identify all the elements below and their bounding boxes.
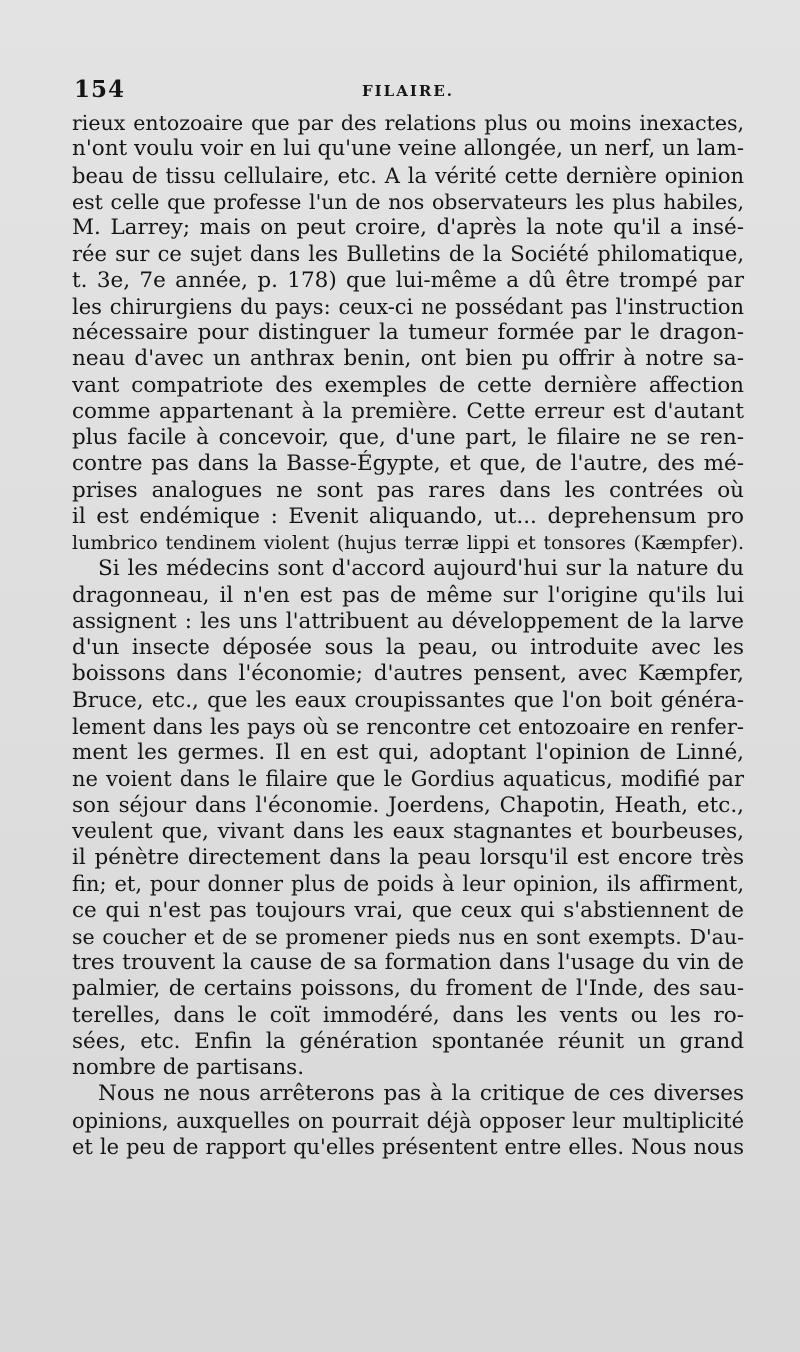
paragraph-start-line: Nous ne nous arrêterons pas à la critique de ces diverses <box>98 1081 744 1107</box>
text-line: les chirurgiens du pays: ceux-ci ne possédant pas l'instruction <box>72 294 744 319</box>
body-text <box>72 110 744 1160</box>
text-line: t. 3e, 7e année, p. 178) que lui-même a dû être trompé par <box>72 267 744 293</box>
text-line: tres trouvent la cause de sa formation dans l'usage du vin de <box>72 950 744 975</box>
text-line: beau de tissu cellulaire, etc. A la vérité cette dernière opinion <box>72 163 744 188</box>
text-line: terelles, dans le coït immodéré, dans les vents ou les ro- <box>72 1002 744 1028</box>
text-line: est celle que professe l'un de nos observateurs les plus habiles, <box>72 189 744 214</box>
text-line: plus facile à concevoir, que, d'une part, le filaire ne se ren- <box>72 425 744 450</box>
paragraph-end-line: nombre de partisans. <box>72 1055 305 1080</box>
page-header <box>74 76 742 106</box>
text-line: d'un insecte déposée sous la peau, ou introduite avec les <box>72 635 744 660</box>
text-line: palmier, de certains poissons, du froment de l'Inde, des sau- <box>72 976 744 1002</box>
text-line: rée sur ce sujet dans les Bulletins de la Société philomatique, <box>72 242 744 267</box>
text-line: nécessaire pour distinguer la tumeur formée par le dragon- <box>72 320 744 345</box>
running-head: FILAIRE. <box>362 82 454 100</box>
text-line: lumbrico tendinem violent (hujus terræ lippi et tonsores (Kæmpfer). <box>72 532 744 554</box>
text-line: son séjour dans l'économie. Joerdens, Chapotin, Heath, etc., <box>72 792 744 818</box>
text-line: et le peu de rapport qu'elles présentent entre elles. Nous nous <box>72 1134 744 1159</box>
text-line: n'ont voulu voir en lui qu'une veine allongée, un nerf, un lam- <box>72 136 744 162</box>
text-line: ce qui n'est pas toujours vrai, que ceux qui s'abstiennent de <box>72 897 744 923</box>
text-line: ment les germes. Il en est qui, adoptant l'opinion de Linné, <box>72 740 744 765</box>
text-line: ne voient dans le filaire que le Gordius aquaticus, modifié par <box>72 767 744 792</box>
page-number: 154 <box>74 76 126 103</box>
paragraph-start-line: Si les médecins sont d'accord aujourd'hui sur la nature du <box>98 556 744 582</box>
text-line: contre pas dans la Basse-Égypte, et que, de l'autre, des mé- <box>72 451 744 477</box>
text-line: neau d'avec un anthrax benin, ont bien pu offrir à notre sa- <box>72 346 744 372</box>
text-line: comme appartenant à la première. Cette erreur est d'autant <box>72 398 744 424</box>
text-line: prises analogues ne sont pas rares dans les contrées où <box>72 477 744 503</box>
text-line: il est endémique : Evenit aliquando, ut... deprehensum pro <box>72 503 744 529</box>
text-line: dragonneau, il n'en est pas de même sur l'origine qu'ils lui <box>72 582 744 608</box>
text-line: assignent : les uns l'attribuent au développement de la larve <box>72 608 744 634</box>
text-line: rieux entozoaire que par des relations plus ou moins inexactes, <box>72 111 744 135</box>
text-line: boissons dans l'économie; d'autres pensent, avec Kæmpfer, <box>72 661 744 687</box>
text-line: Bruce, etc., que les eaux croupissantes que l'on boit généra- <box>72 687 744 713</box>
text-line: il pénètre directement dans la peau lorsqu'il est encore très <box>72 845 744 870</box>
text-line: sées, etc. Enfin la génération spontanée réunit un grand <box>72 1028 744 1054</box>
text-line: M. Larrey; mais on peut croire, d'après la note qu'il a insé- <box>72 215 744 240</box>
text-line: fin; et, pour donner plus de poids à leur opinion, ils affirment, <box>72 872 744 897</box>
text-line: vant compatriote des exemples de cette dernière affection <box>72 372 744 398</box>
text-line: opinions, auxquelles on pourrait déjà opposer leur multiplicité <box>72 1108 744 1133</box>
text-line: veulent que, vivant dans les eaux stagnantes et bourbeuses, <box>72 818 744 844</box>
text-line: lement dans les pays où se rencontre cet entozoaire en renfer- <box>72 714 744 739</box>
text-line: se coucher et de se promener pieds nus en sont exempts. D'au- <box>72 924 744 949</box>
